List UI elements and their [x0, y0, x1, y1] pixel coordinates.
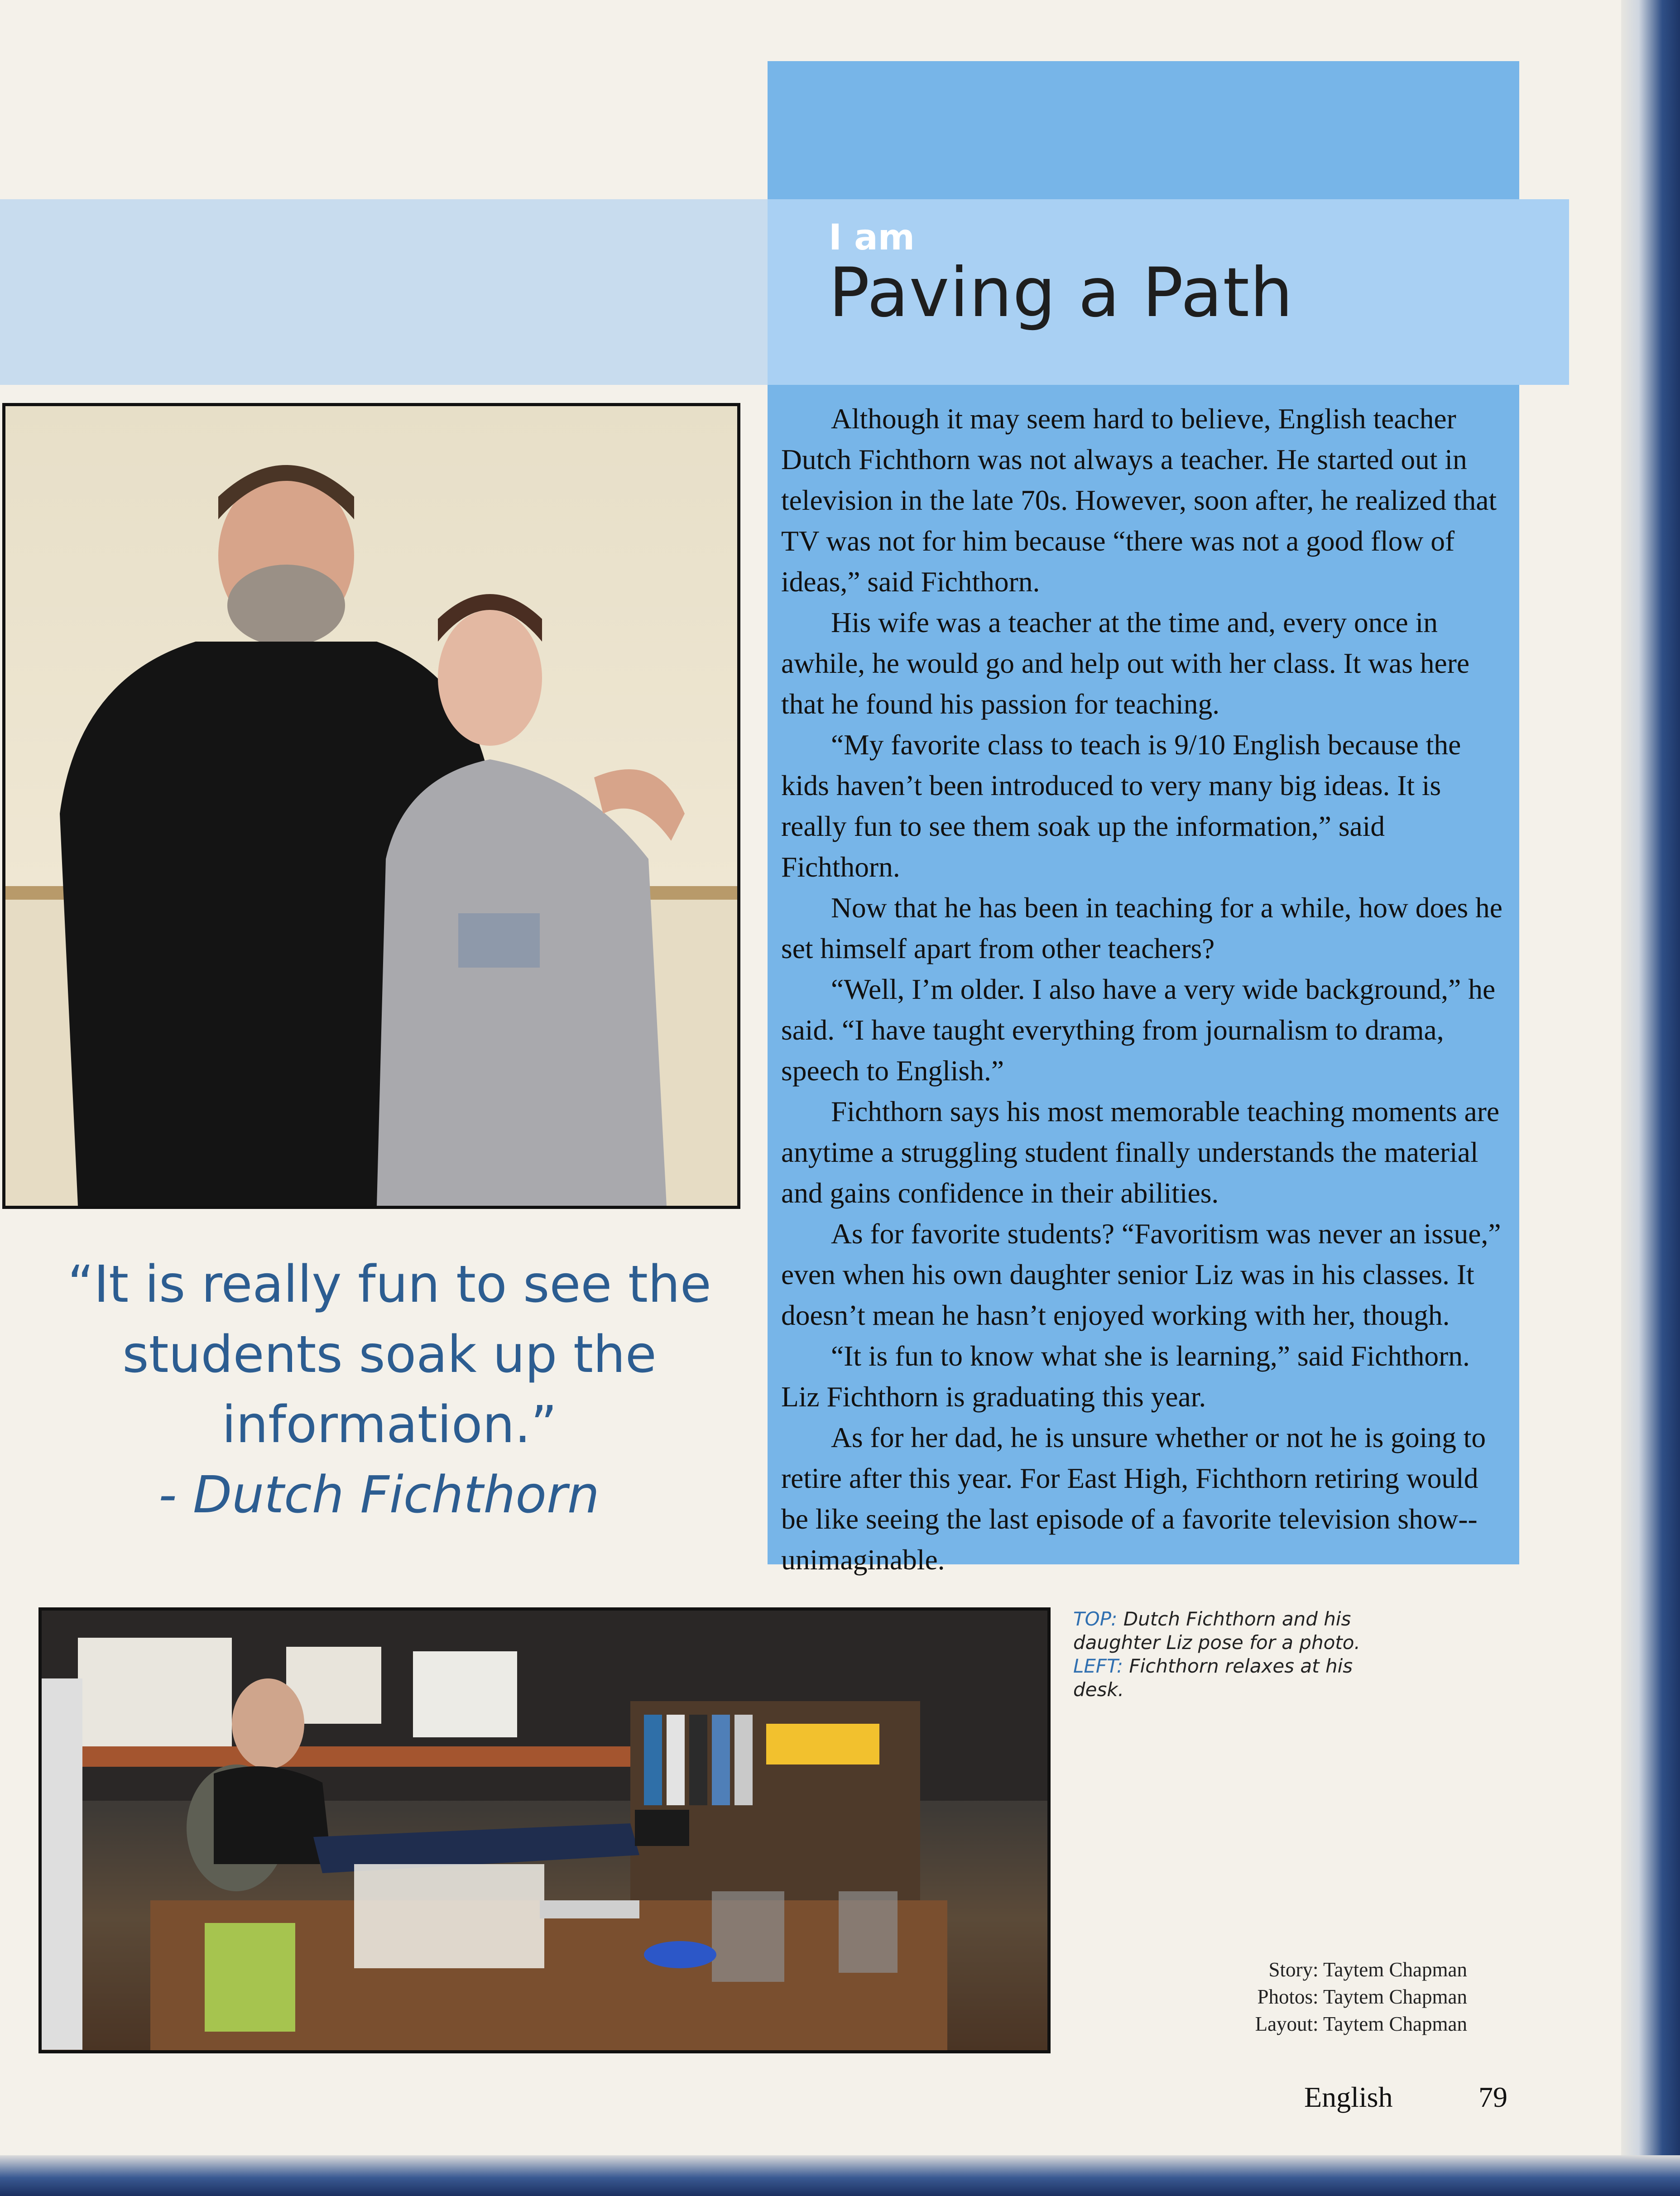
pull-quote-attribution: - Dutch Fichthorn: [158, 1466, 600, 1525]
photo-teacher-at-desk: [38, 1607, 1051, 2053]
section-label: English: [1304, 2081, 1393, 2113]
caption-top-label: TOP:: [1073, 1608, 1118, 1630]
credit-story: Story: Taytem Chapman: [1268, 1958, 1467, 1981]
credit-layout: Layout: Taytem Chapman: [1255, 2013, 1467, 2035]
story-paragraph: As for her dad, he is unsure whether or not he is going to retire after this year. For East High, Fichthorn retiring would be like seeing the last episode of a favorite television show--unimaginable.: [781, 1421, 1486, 1576]
header-band-left: [0, 199, 779, 385]
story-paragraph: As for favorite students? “Favoritism was never an issue,” even when his own daughter senior Liz was in his classes. It doesn’t mean he hasn’t enjoyed working with her, though.: [781, 1218, 1501, 1331]
story-paragraph: “My favorite class to teach is 9/10 English because the kids haven’t been introduced to very many big ideas. It is really fun to see them soak up the information,” said Fichthorn.: [781, 729, 1461, 883]
photo-illustration: [42, 1611, 1047, 2050]
page-number: 79: [1478, 2081, 1507, 2113]
caption-left-label: LEFT:: [1073, 1655, 1123, 1677]
credit-photos: Photos: Taytem Chapman: [1257, 1985, 1467, 2008]
photo-teacher-and-daughter: [2, 403, 740, 1209]
header-kicker: I am: [829, 217, 915, 258]
book-page-edge: [1621, 0, 1680, 2196]
credits: [1159, 1956, 1467, 2038]
story-paragraph: Although it may seem hard to believe, English teacher Dutch Fichthorn was not always a teacher. He started out in television in the late 70s. However, soon after, he realized that TV was not for him because “there was not a good flow of ideas,” said Fichthorn.: [781, 403, 1497, 598]
book-bottom-edge: [0, 2155, 1680, 2196]
story-paragraph: “Well, I’m older. I also have a very wide background,” he said. “I have taught everything from journalism to drama, speech to English.”: [781, 973, 1496, 1087]
photo-caption: [1073, 1607, 1390, 1702]
story-paragraph: Fichthorn says his most memorable teaching moments are anytime a struggling student finally understands the material and gains confidence in their abilities.: [781, 1095, 1500, 1209]
pull-quote: [27, 1250, 752, 1530]
story-paragraph: His wife was a teacher at the time and, every once in awhile, he would go and help out with her class. It was here that he found his passion for teaching.: [781, 606, 1470, 720]
photo-illustration: [5, 406, 737, 1206]
caption-top-text: Dutch Fichthorn and his daughter Liz pose for a photo.: [1073, 1608, 1360, 1654]
caption-left-text: Fichthorn relaxes at his desk.: [1073, 1655, 1353, 1701]
pull-quote-text: “It is really fun to see the students soak up the information.”: [67, 1255, 711, 1454]
story-body: [781, 398, 1506, 1580]
story-paragraph: Now that he has been in teaching for a while, how does he set himself apart from other teachers?: [781, 892, 1502, 964]
page-title: Paving a Path: [829, 254, 1294, 332]
story-paragraph: “It is fun to know what she is learning,” said Fichthorn. Liz Fichthorn is graduating this year.: [781, 1340, 1470, 1413]
